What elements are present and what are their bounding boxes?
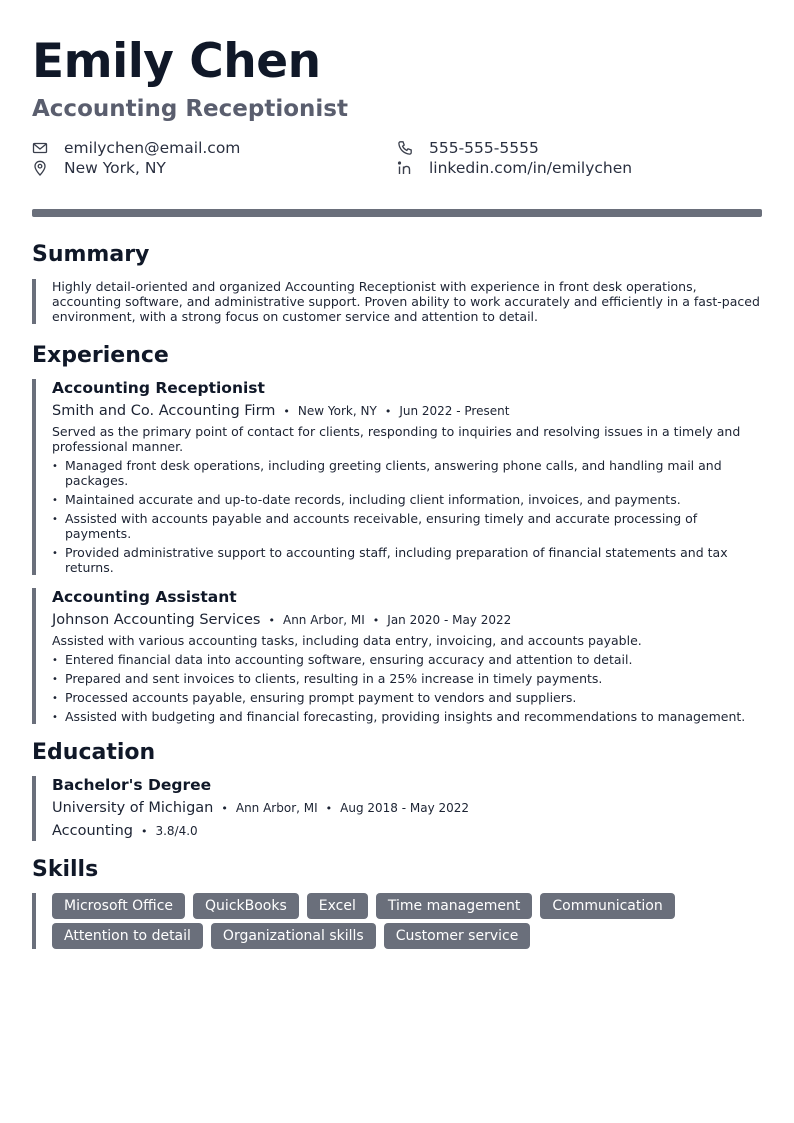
job-company: Johnson Accounting Services xyxy=(52,612,261,628)
job-bullet: • Processed accounts payable, ensuring prompt payment to vendors and suppliers. xyxy=(52,690,762,705)
job-role: Accounting Assistant xyxy=(52,588,237,606)
job-location: New York, NY xyxy=(297,404,377,418)
job-location: Ann Arbor, MI xyxy=(282,613,365,627)
job-bullets xyxy=(52,652,762,724)
phone-text: 555-555-5555 xyxy=(429,138,539,157)
education-dates: Aug 2018 - May 2022 xyxy=(340,801,470,815)
candidate-title: Accounting Receptionist xyxy=(32,96,348,122)
school-location: Ann Arbor, MI xyxy=(235,801,318,815)
separator-dot: • xyxy=(140,825,148,838)
contact-email[interactable] xyxy=(32,138,397,157)
contact-phone[interactable] xyxy=(397,138,762,157)
contact-info xyxy=(32,138,762,177)
separator-dot: • xyxy=(268,614,275,627)
linkedin-text: linkedin.com/in/emilychen xyxy=(429,158,633,177)
skill-chip: Attention to detail xyxy=(52,923,203,949)
job-description: Assisted with various accounting tasks, including data entry, invoicing, and accounts payable. xyxy=(52,633,642,648)
job-meta xyxy=(52,402,762,421)
skill-chip: Organizational skills xyxy=(211,923,376,949)
job-bullet: • Managed front desk operations, including greeting clients, answering phone calls, and handling mail and packages. xyxy=(52,458,762,488)
school-name: University of Michigan xyxy=(52,800,214,816)
skills-heading: Skills xyxy=(32,857,99,882)
contact-linkedin[interactable] xyxy=(397,158,762,177)
job-bullet: • Prepared and sent invoices to clients, resulting in a 25% increase in timely payments. xyxy=(52,671,762,686)
job-bullets xyxy=(52,458,762,575)
job-description: Served as the primary point of contact for clients, responding to inquiries and resolving issues in a timely and professional manner. xyxy=(52,424,741,454)
candidate-name: Emily Chen xyxy=(32,34,321,89)
separator-dot: • xyxy=(372,614,380,627)
skill-chip: Time management xyxy=(376,893,533,919)
separator-dot: • xyxy=(384,405,392,418)
job-dates: Jan 2020 - May 2022 xyxy=(387,613,512,627)
degree-name: Bachelor's Degree xyxy=(52,776,212,794)
job-bullet: • Provided administrative support to accounting staff, including preparation of financial statements and tax returns. xyxy=(52,545,762,575)
skills-list xyxy=(32,893,762,949)
job-dates: Jun 2022 - Present xyxy=(399,404,510,418)
skill-chip: Communication xyxy=(540,893,674,919)
separator-dot: • xyxy=(283,405,290,418)
experience-heading: Experience xyxy=(32,343,169,368)
email-text: emilychen@email.com xyxy=(64,138,241,157)
job-meta xyxy=(52,611,762,630)
resume-page xyxy=(32,34,762,949)
linkedin-icon xyxy=(397,160,413,176)
job-bullet: • Entered financial data into accounting software, ensuring accuracy and attention to detail. xyxy=(52,652,762,667)
job-bullet: • Assisted with budgeting and financial forecasting, providing insights and recommendations to management. xyxy=(52,709,762,724)
field-of-study: Accounting xyxy=(52,823,133,839)
location-text: New York, NY xyxy=(64,158,166,177)
job-bullet: • Assisted with accounts payable and accounts receivable, ensuring timely and accurate processing of payments. xyxy=(52,511,762,541)
map-pin-icon xyxy=(32,160,48,176)
job-entry xyxy=(32,588,762,724)
job-entry xyxy=(32,379,762,575)
job-role: Accounting Receptionist xyxy=(52,379,265,397)
education-field-line xyxy=(52,822,762,841)
education-meta xyxy=(52,799,762,818)
envelope-icon xyxy=(32,140,48,156)
education-heading: Education xyxy=(32,740,156,765)
skill-chip: QuickBooks xyxy=(193,893,299,919)
header-divider xyxy=(32,209,762,217)
education-entry xyxy=(32,776,762,841)
job-bullet: • Maintained accurate and up-to-date records, including client information, invoices, and payments. xyxy=(52,492,762,507)
contact-location xyxy=(32,158,397,177)
skill-chip: Customer service xyxy=(384,923,531,949)
job-company: Smith and Co. Accounting Firm xyxy=(52,403,276,419)
phone-icon xyxy=(397,140,413,156)
summary-text: Highly detail-oriented and organized Accounting Receptionist with experience in front desk operations, accounting software, and administrative support. Proven ability to work accurately and efficiently in a fast-paced environment, with a strong focus on customer service and attention to detail. xyxy=(32,279,762,324)
separator-dot: • xyxy=(325,802,333,815)
skill-chip: Microsoft Office xyxy=(52,893,185,919)
skill-chip: Excel xyxy=(307,893,368,919)
gpa: 3.8/4.0 xyxy=(155,824,198,838)
separator-dot: • xyxy=(221,802,228,815)
summary-heading: Summary xyxy=(32,242,150,267)
